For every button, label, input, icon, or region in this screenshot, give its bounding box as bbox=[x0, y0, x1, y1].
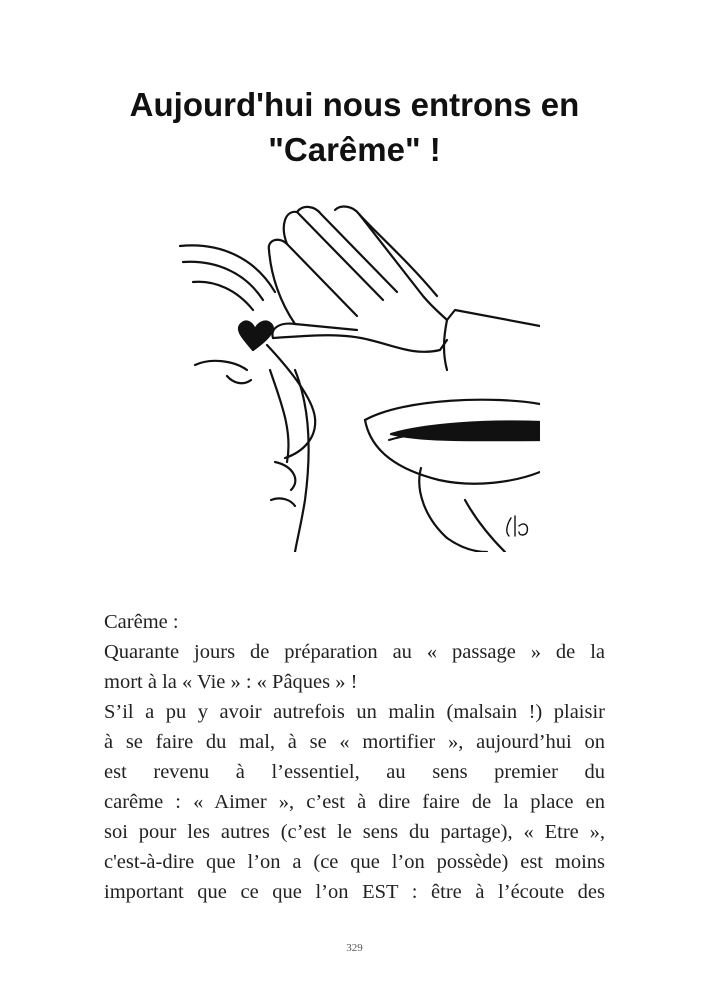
page-number: 329 bbox=[346, 942, 363, 954]
ash-wednesday-illustration bbox=[175, 200, 540, 552]
body-line: c'est-à-dire que l’on a (ce que l’on possède) est moins bbox=[104, 851, 605, 873]
page-title bbox=[60, 82, 649, 172]
body-line: Carême : bbox=[104, 611, 179, 633]
body-line: à se faire du mal, à se « mortifier », aujourd’hui on bbox=[104, 731, 605, 753]
body-line: mort à la « Vie » : « Pâques » ! bbox=[104, 671, 358, 693]
body-line: soi pour les autres (c’est le sens du partage), « Etre », bbox=[104, 821, 605, 843]
body-line: est revenu à l’essentiel, au sens premier du bbox=[104, 761, 605, 783]
body-line: S’il a pu y avoir autrefois un malin (malsain !) plaisir bbox=[104, 701, 605, 723]
signature-mark bbox=[507, 516, 528, 536]
body-line: carême : « Aimer », c’est à dire faire de la place en bbox=[104, 791, 605, 813]
title-line-1: Aujourd'hui nous entrons en bbox=[129, 86, 580, 123]
body-text bbox=[104, 607, 605, 907]
title-line-2: "Carême" ! bbox=[268, 131, 441, 168]
body-line: important que ce que l’on EST : être à l’écoute des bbox=[104, 881, 605, 903]
body-line: Quarante jours de préparation au « passage » de la bbox=[104, 641, 605, 663]
